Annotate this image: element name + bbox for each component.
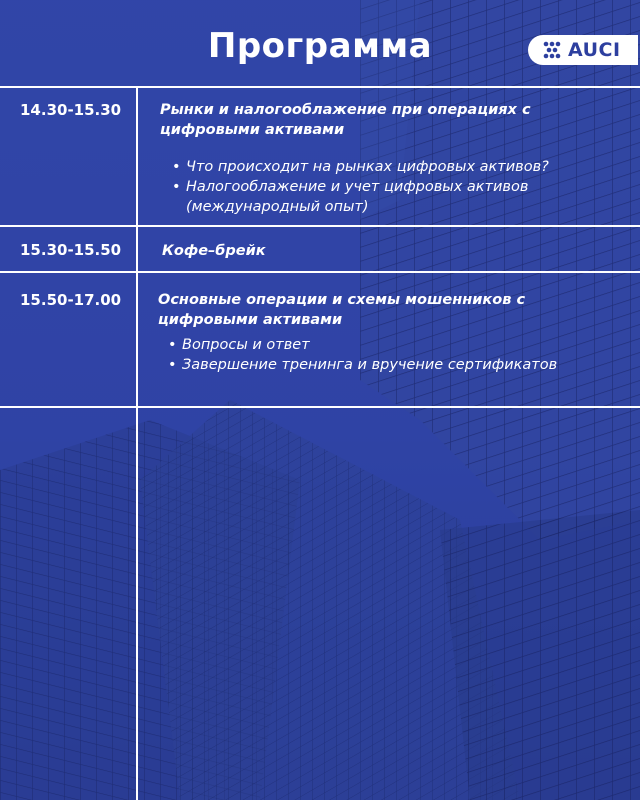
auci-logo (528, 35, 638, 65)
row-bullets (168, 335, 618, 375)
list-item: • Налогооблажение и учет цифровых активов (международный опыт) (172, 177, 546, 217)
table-divider-3 (0, 406, 640, 408)
list-item: • Вопросы и ответ (168, 335, 618, 355)
row-heading: Основные операции и схемы мошенников с цифровыми активами (158, 292, 526, 328)
row-time: 15.50-17.00 (20, 291, 122, 309)
logo-text: AUCI (568, 39, 621, 61)
page-title: Программа (207, 26, 433, 66)
table-column-divider (136, 86, 138, 800)
row-heading: Рынки и налогооблажение при операциях с цифровыми активами (160, 102, 531, 138)
table-divider-1 (0, 225, 640, 227)
list-item: • Что происходит на рынках цифровых активов? (172, 157, 592, 177)
row-time: 15.30-15.50 (20, 241, 122, 259)
row-time: 14.30-15.30 (20, 101, 122, 119)
list-item: • Завершение тренинга и вручение сертификатов (168, 355, 618, 375)
table-divider-2 (0, 271, 640, 273)
row-heading: Кофе–брейк (162, 243, 266, 259)
table-divider-top (0, 86, 640, 88)
row-bullets (172, 157, 592, 217)
auci-logo-icon (542, 40, 562, 60)
